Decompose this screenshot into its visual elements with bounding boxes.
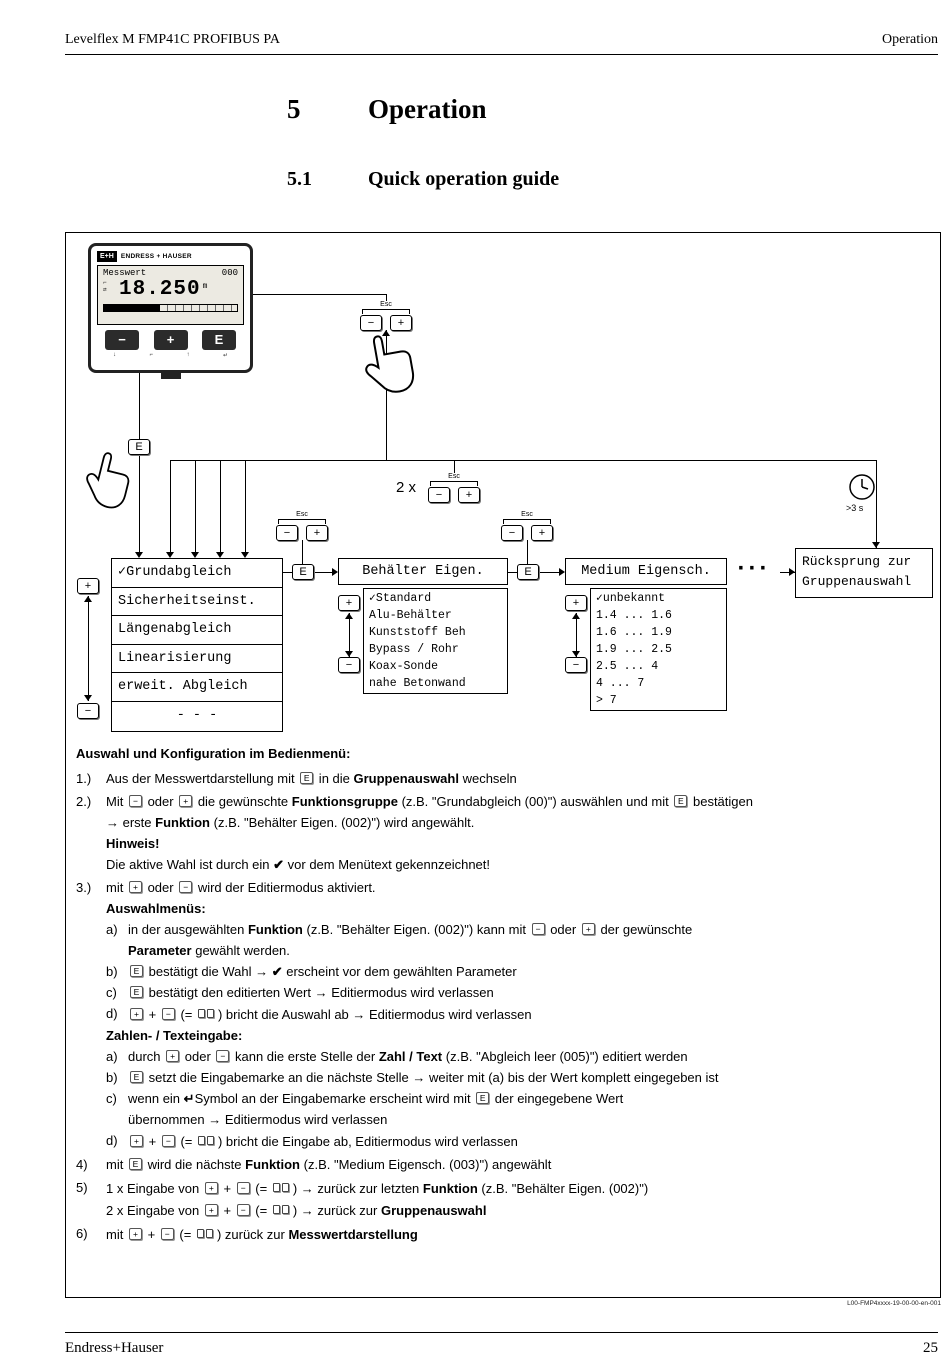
instruction-line: c) E bestätigt den editierten Wert → Editiermodus wird verlassen [106, 985, 494, 1000]
key-plus: + [565, 595, 587, 611]
inline-key-icon: − [237, 1182, 250, 1194]
instruction-line: 5) 1 x Eingabe von + + − (= ) → zurück zur letzten Funktion (z.B. "Behälter Eigen. (002)") [76, 1180, 649, 1196]
connector-line [88, 596, 89, 701]
list-item: 1.9 ... 2.5 [596, 643, 672, 656]
inline-key-icon: E [129, 1158, 142, 1170]
inline-key-icon: − [161, 1228, 174, 1240]
list-item: Gruppenauswahl [802, 574, 912, 589]
line-label: b) [106, 1070, 118, 1085]
key-minus: − [360, 315, 382, 331]
device-display [97, 265, 244, 325]
inline-key-icon: − [162, 1135, 175, 1147]
arrow-icon: → [300, 1181, 314, 1196]
instruction-line: Auswahl und Konfiguration im Bedienmenü: [76, 746, 351, 761]
instruction-line: 6) mit + + − (= ) zurück zur Messwertdarstellung [76, 1226, 418, 1242]
list-item: ✓unbekannt [596, 592, 666, 605]
list-item: 2.5 ... 4 [596, 660, 659, 673]
key-plus: + [390, 315, 412, 331]
instruction-line: 4) mit E wird die nächste Funktion (z.B. "Medium Eigensch. (003)") angewählt [76, 1157, 552, 1172]
key-e: E [292, 564, 314, 580]
list-item: 1.6 ... 1.9 [596, 626, 672, 639]
arrowhead-icon [345, 613, 353, 619]
list-item: > 7 [596, 694, 617, 707]
line-label: d) [106, 1133, 118, 1148]
inline-key-icon: − [179, 881, 192, 893]
hand-icon [78, 446, 138, 514]
list-item: 4 ... 7 [596, 677, 645, 690]
function-group-menu [111, 558, 283, 732]
list-item: ✓Grundabgleich [112, 559, 282, 588]
instruction-line: a) durch + oder − kann die erste Stelle der Zahl / Text (z.B. "Abgleich leer (005)") editiert werden [106, 1049, 688, 1064]
instruction-line: b) E bestätigt die Wahl → ✔ erscheint vor dem gewählten Parameter [106, 964, 517, 979]
connector-line [454, 460, 455, 473]
line-label: 5) [76, 1180, 88, 1195]
connector-line [527, 540, 528, 564]
header-rule [65, 54, 938, 55]
key-plus: + [306, 525, 328, 541]
arrow-icon: → [208, 1112, 222, 1127]
esc-label: Esc [380, 301, 392, 308]
line-label: 1.) [76, 771, 92, 786]
list-item: Linearisierung [112, 645, 282, 674]
instruction-line: Die aktive Wahl ist durch ein ✔ vor dem Menütext gekennzeichnet! [106, 857, 490, 872]
arrow-icon: → [255, 964, 269, 979]
connector-line [508, 572, 517, 573]
check-icon: ✔ [271, 964, 283, 979]
list-item: Rücksprung zur [802, 554, 912, 569]
inline-key-icon: E [130, 1071, 143, 1083]
display-unit: m [202, 282, 208, 291]
instructions [76, 745, 932, 1247]
inline-key-icon: − [532, 923, 545, 935]
esc-keys-group [360, 301, 412, 331]
device-keys [97, 330, 244, 350]
connector-line [170, 460, 171, 552]
list-item: Längenabgleich [112, 616, 282, 645]
device-key-plus: + [154, 330, 188, 350]
inline-key-icon: E [300, 772, 313, 784]
line-label: c) [106, 985, 117, 1000]
inline-key-icon: E [130, 986, 143, 998]
esc-combo-icon [273, 1201, 291, 1218]
inline-key-icon: + [205, 1182, 218, 1194]
line-label: a) [106, 1049, 118, 1064]
medium-options-list [590, 588, 727, 711]
key-minus: − [501, 525, 523, 541]
check-icon: ✔ [273, 857, 285, 872]
arrow-icon: → [300, 1203, 314, 1218]
instruction-line: 1.) Aus der Messwertdarstellung mit E in die Gruppenauswahl wechseln [76, 771, 517, 786]
section-title: Operation [368, 94, 487, 124]
esc-label: Esc [448, 473, 460, 480]
display-value: 18.250 [119, 278, 201, 301]
document-title: Levelflex M FMP41C PROFIBUS PA [65, 32, 280, 47]
list-item: nahe Betonwand [369, 677, 466, 690]
key-plus: + [338, 595, 360, 611]
line-label: 2.) [76, 794, 92, 809]
display-label: Messwert [103, 268, 147, 278]
instruction-line: c) wenn ein ↵Symbol an der Eingabemarke erscheint wird mit E der eingegebene Wert [106, 1091, 624, 1106]
list-item: - - - [176, 707, 218, 723]
instruction-line: b) E setzt die Eingabemarke an die nächste Stelle → weiter mit (a) bis der Wert komplett eingegeben ist [106, 1070, 719, 1085]
subsection-number: 5.1 [287, 168, 312, 190]
vessel-options-list [363, 588, 508, 694]
arrow-icon: → [106, 815, 119, 830]
connector-line [539, 572, 559, 573]
bargraph [103, 304, 238, 312]
vessel-properties-box: Behälter Eigen. [338, 558, 508, 585]
company-name: Endress+Hauser [65, 1340, 164, 1356]
subsection-heading [287, 168, 559, 191]
line-label: 4) [76, 1157, 88, 1172]
return-jump-box [795, 548, 933, 598]
connector-line [195, 460, 196, 552]
exchange-icon: ⇄ [103, 286, 107, 293]
key-minus: − [338, 657, 360, 673]
medium-properties-box: Medium Eigensch. [565, 558, 727, 585]
list-item: ✓Standard [369, 592, 432, 605]
key-e: E [517, 564, 539, 580]
connector-line [283, 572, 292, 573]
inline-key-icon: − [216, 1050, 229, 1062]
quick-operation-figure [65, 232, 941, 1298]
instruction-line: Zahlen- / Texteingabe: [106, 1028, 243, 1043]
hold-time-label: >3 s [846, 503, 864, 513]
instruction-line: 2.) Mit − oder + die gewünschte Funktionsgruppe (z.B. "Grundabgleich (00)") auswählen und mit E bestätigen [76, 794, 753, 809]
instruction-line: d) + + − (= ) bricht die Auswahl ab → Editiermodus wird verlassen [106, 1006, 532, 1022]
page-number: 25 [923, 1340, 938, 1356]
esc-keys-group [276, 511, 328, 541]
line-label: b) [106, 964, 118, 979]
arrow-icon: → [314, 985, 328, 1000]
arrowhead-icon [84, 695, 92, 701]
corner-icon: ⌐ [149, 352, 153, 358]
comm-icon: ⌐ [103, 279, 107, 286]
key-minus: − [77, 703, 99, 719]
hand-icon [357, 328, 419, 400]
figure-code: L00-FMP4xxxx-19-00-00-en-001 [847, 1300, 941, 1307]
line-label: c) [106, 1091, 117, 1106]
section-number: 5 [287, 94, 301, 124]
instruction-line: d) + + − (= ) bricht die Eingabe ab, Editiermodus wird verlassen [106, 1133, 518, 1149]
connector-line [220, 460, 221, 552]
esc-combo-icon [273, 1179, 291, 1196]
key-plus: + [77, 578, 99, 594]
key-minus: − [565, 657, 587, 673]
key-minus: − [276, 525, 298, 541]
instruction-line: 3.) mit + oder − wird der Editiermodus aktiviert. [76, 880, 376, 895]
esc-bracket [503, 519, 551, 524]
esc-combo-icon [198, 1132, 216, 1149]
arrowhead-icon [572, 613, 580, 619]
connector-line [139, 456, 140, 552]
eh-logo: E+H [97, 251, 117, 262]
connector-line [170, 460, 876, 461]
esc-combo-icon [198, 1005, 216, 1022]
inline-key-icon: E [674, 795, 687, 807]
arrowhead-icon [84, 596, 92, 602]
esc-bracket [430, 481, 478, 486]
key-minus: − [428, 487, 450, 503]
subsection-title: Quick operation guide [368, 168, 560, 190]
inline-key-icon: + [130, 1008, 143, 1020]
esc-label: Esc [296, 511, 308, 518]
connector-line [139, 373, 140, 439]
esc-keys-group [428, 473, 480, 503]
device-brand-row [97, 250, 244, 263]
key-e: E [128, 439, 150, 455]
inline-key-icon: + [129, 1228, 142, 1240]
up-arrow-icon: ↑ [186, 352, 190, 358]
list-item: Koax-Sonde [369, 660, 439, 673]
instruction-line: Hinweis! [106, 836, 160, 851]
clock-icon [848, 473, 876, 501]
section-heading [287, 94, 487, 125]
inline-key-icon: E [476, 1092, 489, 1104]
instruction-line: a) in der ausgewählten Funktion (z.B. "Behälter Eigen. (002)") kann mit − oder + der gewünschte [106, 922, 693, 937]
device-key-hints [97, 352, 244, 359]
brand-text: ENDRESS + HAUSER [120, 253, 192, 260]
connector-line [876, 460, 877, 548]
connector-line [253, 294, 386, 295]
instruction-line: übernommen → Editiermodus wird verlassen [128, 1112, 388, 1127]
line-label: 3.) [76, 880, 92, 895]
device-key-e: E [202, 330, 236, 350]
two-x-label: 2 x [396, 479, 417, 496]
inline-key-icon: + [582, 923, 595, 935]
ellipsis-dots: ··· [737, 555, 771, 582]
inline-key-icon: + [166, 1050, 179, 1062]
connector-line [386, 294, 387, 301]
instruction-line: → erste Funktion (z.B. "Behälter Eigen. (002)") wird angewählt. [106, 815, 475, 830]
esc-label: Esc [521, 511, 533, 518]
device-panel [88, 243, 253, 373]
inline-key-icon: − [162, 1008, 175, 1020]
chapter-label: Operation [882, 32, 938, 47]
esc-combo-icon [197, 1225, 215, 1242]
list-item: Sicherheitseinst. [112, 588, 282, 617]
inline-key-icon: + [205, 1204, 218, 1216]
list-item: erweit. Abgleich [112, 673, 282, 702]
display-status-icons [103, 279, 113, 293]
list-item: Bypass / Rohr [369, 643, 459, 656]
inline-key-icon: − [237, 1204, 250, 1216]
return-icon: ↵ [183, 1091, 195, 1106]
list-item: 1.4 ... 1.6 [596, 609, 672, 622]
inline-key-icon: − [129, 795, 142, 807]
instruction-line: Auswahlmenüs: [106, 901, 206, 916]
list-item: Kunststoff Beh [369, 626, 466, 639]
enter-icon: ↵ [222, 353, 228, 359]
line-label: d) [106, 1006, 118, 1021]
list-item: Alu-Behälter [369, 609, 452, 622]
inline-key-icon: + [129, 881, 142, 893]
inline-key-icon: + [130, 1135, 143, 1147]
line-label: 6) [76, 1226, 88, 1241]
footer-rule [65, 1332, 938, 1333]
arrow-icon: → [412, 1070, 426, 1085]
key-plus: + [531, 525, 553, 541]
inline-key-icon: + [179, 795, 192, 807]
esc-keys-group [501, 511, 553, 541]
device-key-minus: − [105, 330, 139, 350]
inline-key-icon: E [130, 965, 143, 977]
key-plus: + [458, 487, 480, 503]
down-arrow-icon: ↓ [113, 352, 116, 358]
esc-bracket [362, 309, 410, 314]
esc-bracket [278, 519, 326, 524]
connector-line [245, 460, 246, 552]
instruction-line: 2 x Eingabe von + + − (= ) → zurück zur Gruppenauswahl [106, 1203, 487, 1218]
line-label: a) [106, 922, 118, 937]
connector-line [302, 540, 303, 564]
device-cable-gland [161, 370, 181, 379]
display-code: 000 [221, 268, 238, 278]
instruction-line: Parameter gewählt werden. [128, 943, 290, 958]
arrow-icon: → [352, 1007, 366, 1022]
connector-line [314, 572, 332, 573]
